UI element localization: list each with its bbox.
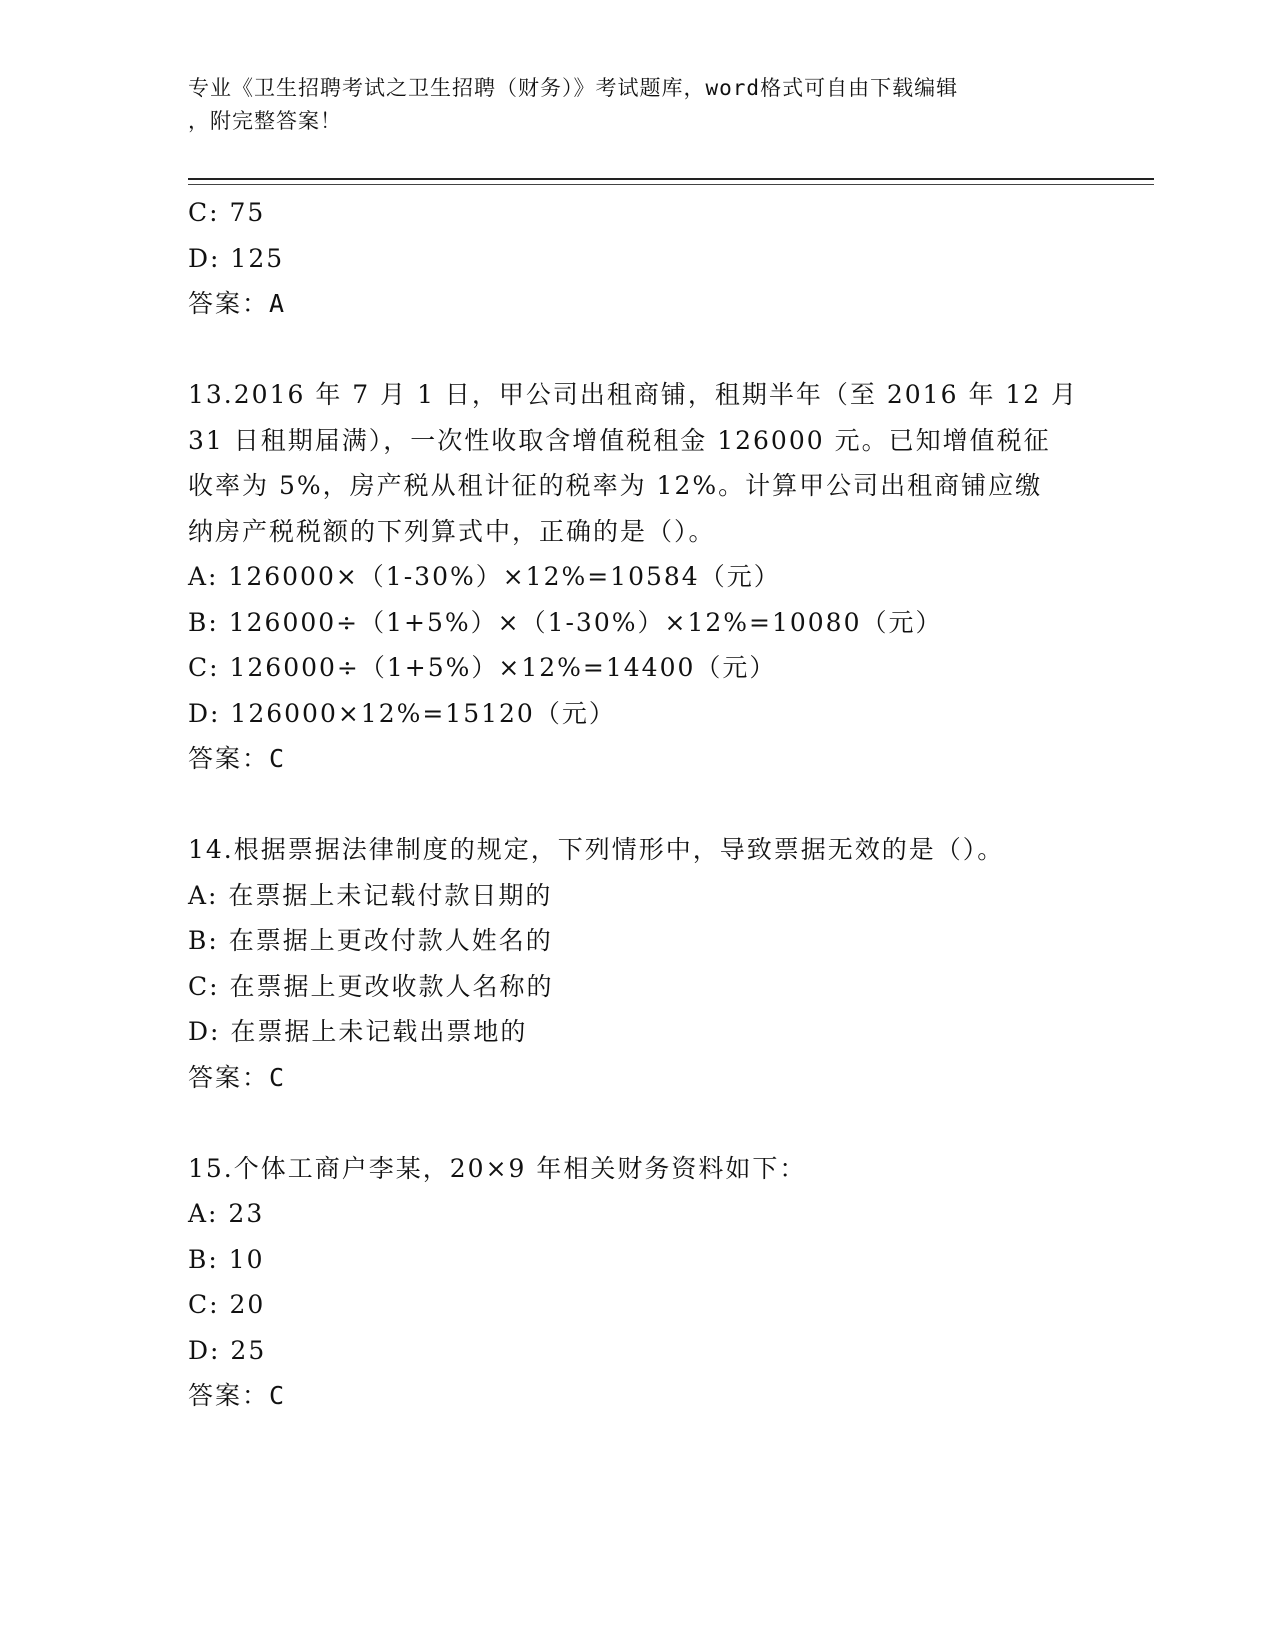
option-b: B: 10	[188, 1244, 265, 1274]
answer-value: A	[269, 289, 285, 318]
answer-line	[188, 1055, 1088, 1101]
option-d: D: 126000×12%=15120（元）	[188, 698, 616, 728]
header-line-1: 专业《卫生招聘考试之卫生招聘（财务）》考试题库，word格式可自由下载编辑	[188, 76, 959, 100]
spacer	[188, 1100, 1088, 1146]
answer-line	[188, 281, 1088, 327]
question-block-13	[188, 372, 1088, 782]
answer-value: C	[269, 744, 285, 773]
document-header	[188, 72, 1088, 138]
answer-line	[188, 1373, 1088, 1419]
option-a: A: 23	[188, 1199, 265, 1228]
option-c: C: 20	[188, 1290, 266, 1319]
option-b: B: 在票据上更改付款人姓名的	[188, 926, 553, 955]
question-list	[188, 190, 1088, 1419]
header-divider-thin	[188, 184, 1154, 185]
answer-label: 答案：	[188, 289, 270, 318]
option-a: A: 126000×（1-30%）×12%=10584（元）	[188, 562, 781, 591]
option-a: A: 在票据上未记载付款日期的	[188, 880, 553, 910]
question-block-14	[188, 827, 1088, 1100]
option-d: D: 在票据上未记载出票地的	[188, 1017, 528, 1046]
question-text-line: 15.个体工商户李某，20×9 年相关财务资料如下：	[188, 1153, 807, 1183]
answer-label: 答案：	[188, 744, 270, 773]
question-text-line: 14.根据票据法律制度的规定，下列情形中，导致票据无效的是（）。	[188, 835, 1005, 864]
answer-label: 答案：	[188, 1381, 270, 1410]
question-block-15	[188, 1146, 1088, 1419]
option-d: D: 125	[188, 243, 285, 273]
question-text-line: 31 日租期届满），一次性收取含增值税租金 126000 元。已知增值税征	[188, 425, 1051, 455]
answer-value: C	[269, 1381, 285, 1410]
option-c: C: 126000÷（1+5%）×12%=14400（元）	[188, 653, 777, 682]
option-d: D: 25	[188, 1335, 267, 1365]
question-text-line: 收率为 5%，房产税从租计征的税率为 12%。计算甲公司出租商铺应缴	[188, 471, 1043, 500]
spacer	[188, 327, 1088, 373]
answer-value: C	[269, 1062, 285, 1092]
answer-line	[188, 736, 1088, 782]
question-text-line: 13.2016 年 7 月 1 日，甲公司出租商铺，租期半年（至 2016 年 12 月	[188, 380, 1079, 409]
question-block-12	[188, 190, 1088, 327]
option-c: C: 在票据上更改收款人名称的	[188, 971, 554, 1001]
spacer	[188, 782, 1088, 828]
answer-label: 答案：	[188, 1062, 270, 1092]
question-text-line: 纳房产税税额的下列算式中，正确的是（）。	[188, 516, 716, 546]
header-line-2: ，附完整答案！	[188, 109, 342, 133]
option-b: B: 126000÷（1+5%）×（1-30%）×12%=10080（元）	[188, 607, 943, 637]
header-divider-thick	[188, 178, 1154, 180]
option-c: C: 75	[188, 198, 266, 227]
